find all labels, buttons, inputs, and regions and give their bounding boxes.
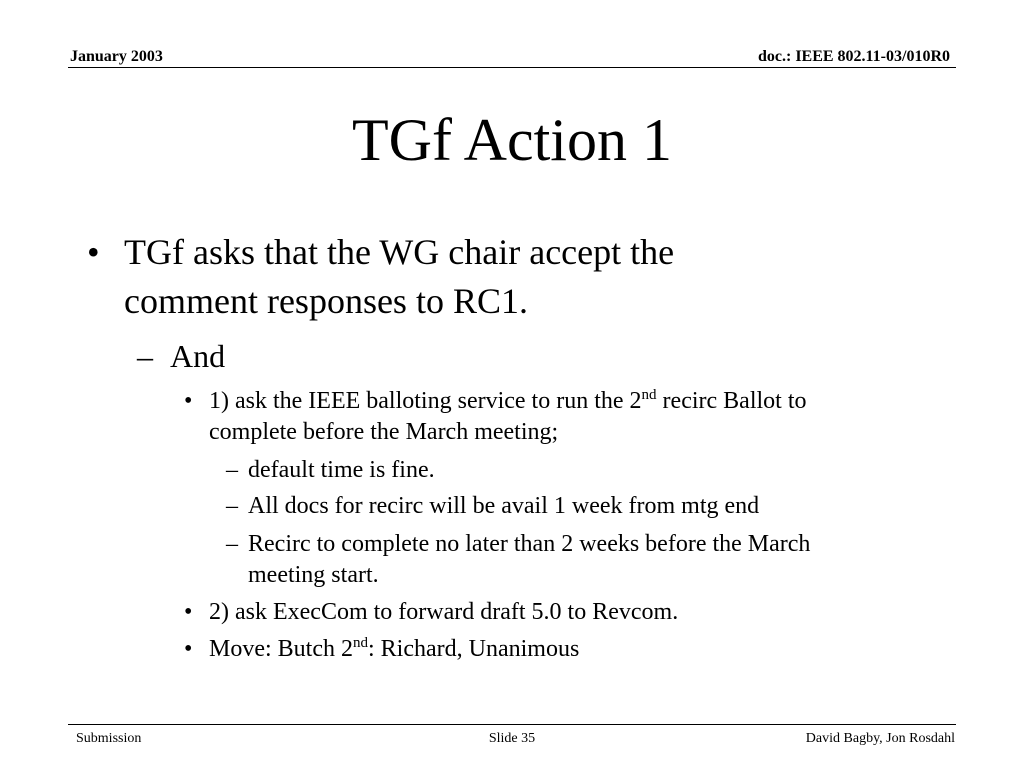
bullet1a-item3-line1: Recirc to complete no later than 2 weeks before the March: [248, 531, 811, 557]
bullet1a-line1: [209, 386, 807, 416]
footer-slide-number: Slide 35: [488, 731, 536, 746]
bullet1a-line1-post: recirc Ballot to: [656, 388, 807, 414]
header-date: January 2003: [70, 48, 163, 65]
bullet1c-post: : Richard, Unanimous: [368, 636, 580, 662]
bullet1-line1: TGf asks that the WG chair accept the: [124, 232, 675, 272]
bullet1a-item2: All docs for recirc will be avail 1 week from mtg end: [248, 493, 760, 519]
bullet1c: [209, 634, 579, 664]
header-doc-id: doc.: IEEE 802.11-03/010R0: [757, 48, 950, 65]
slide-title: TGf Action 1: [352, 107, 672, 173]
bullet-level3-glyph-2: •: [184, 599, 193, 625]
bullet-level4-glyph-3: –: [226, 531, 238, 557]
footer-rule: [68, 724, 956, 725]
bullet1-line2: comment responses to RC1.: [124, 281, 528, 321]
bullet-level2-glyph: –: [137, 338, 153, 374]
bullet1a-item3-line2: meeting start.: [248, 562, 379, 588]
bullet-level1-glyph: •: [87, 232, 100, 272]
bullet1-sub-and: And: [170, 338, 226, 374]
bullet1a-line2: complete before the March meeting;: [209, 419, 559, 445]
footer-submission: Submission: [76, 731, 142, 746]
bullet1a-item1: default time is fine.: [248, 457, 435, 483]
bullet-level3-glyph-3: •: [184, 636, 193, 662]
bullet1b: 2) ask ExecCom to forward draft 5.0 to Revcom.: [209, 599, 679, 625]
bullet1a-line1-pre: 1) ask the IEEE balloting service to run the 2: [209, 388, 642, 414]
bullet-level3-glyph-1: •: [184, 388, 193, 414]
bullet-level4-glyph-1: –: [226, 457, 238, 483]
bullet1c-sup: nd: [353, 635, 368, 651]
bullet-level4-glyph-2: –: [226, 493, 238, 519]
bullet1a-line1-sup: nd: [641, 387, 657, 403]
bullet1c-pre: Move: Butch 2: [209, 636, 353, 662]
footer-authors: David Bagby, Jon Rosdahl: [805, 731, 955, 746]
